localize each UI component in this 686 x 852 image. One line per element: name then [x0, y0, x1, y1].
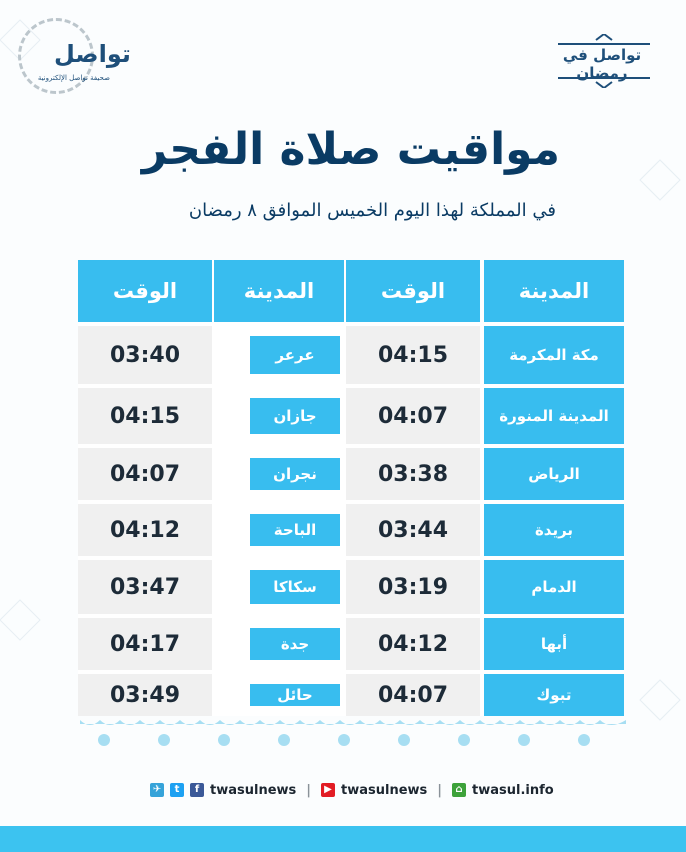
time-cell: 04:17: [78, 618, 212, 670]
time-cell: 04:07: [346, 674, 480, 716]
logo-brand: تواصل: [54, 40, 131, 68]
city-cell: الباحة: [250, 514, 340, 546]
city-cell: بريدة: [484, 504, 624, 556]
ornament-border: [80, 716, 626, 756]
ramadan-logo-text: تواصل في رمضان: [562, 46, 642, 82]
footer-bar: [0, 826, 686, 852]
city-cell: مكة المكرمة: [484, 326, 624, 384]
city-cell: سكاكا: [250, 570, 340, 604]
city-cell: المدينة المنورة: [484, 388, 624, 444]
home-icon[interactable]: ⌂: [452, 783, 466, 797]
city-cell: أبها: [484, 618, 624, 670]
city-cell: جازان: [250, 398, 340, 434]
twasul-logo: [18, 18, 131, 102]
twitter-icon[interactable]: t: [170, 783, 184, 797]
separator: |: [437, 782, 443, 798]
prayer-times-table: [78, 260, 624, 716]
city-cell: نجران: [250, 458, 340, 490]
city-cell: عرعر: [250, 336, 340, 374]
city-cell: الدمام: [484, 560, 624, 614]
time-cell: 03:49: [78, 674, 212, 716]
header-city-left: المدينة: [214, 260, 344, 322]
logo-tagline: صحيفة تواصل الإلكترونية: [37, 74, 110, 82]
header-time-left: الوقت: [78, 260, 212, 322]
time-cell: 03:44: [346, 504, 480, 556]
youtube-icon[interactable]: ▶: [321, 783, 335, 797]
ramadan-logo: [548, 34, 660, 88]
separator: |: [306, 782, 312, 798]
header-city-right: المدينة: [484, 260, 624, 322]
time-cell: 04:12: [346, 618, 480, 670]
time-cell: 04:07: [346, 388, 480, 444]
city-cell: الرياض: [484, 448, 624, 500]
time-cell: 03:40: [78, 326, 212, 384]
header-time-right: الوقت: [346, 260, 480, 322]
time-cell: 03:19: [346, 560, 480, 614]
social-bar: [150, 780, 570, 800]
time-cell: 04:15: [346, 326, 480, 384]
city-cell: جدة: [250, 628, 340, 660]
time-cell: 03:47: [78, 560, 212, 614]
time-cell: 03:38: [346, 448, 480, 500]
time-cell: 04:07: [78, 448, 212, 500]
time-cell: 04:12: [78, 504, 212, 556]
facebook-icon[interactable]: f: [190, 783, 204, 797]
page-title: مواقيت صلاة الفجر: [141, 124, 560, 175]
city-cell: تبوك: [484, 674, 624, 716]
time-cell: 04:15: [78, 388, 212, 444]
telegram-icon[interactable]: ✈: [150, 783, 164, 797]
city-cell: حائل: [250, 684, 340, 706]
page-subtitle: في المملكة لهذا اليوم الخميس الموافق ٨ رمضان: [188, 200, 556, 221]
social-handle[interactable]: twasulnews: [210, 782, 297, 798]
website-link[interactable]: twasul.info: [472, 782, 554, 798]
youtube-handle[interactable]: twasulnews: [341, 782, 428, 798]
